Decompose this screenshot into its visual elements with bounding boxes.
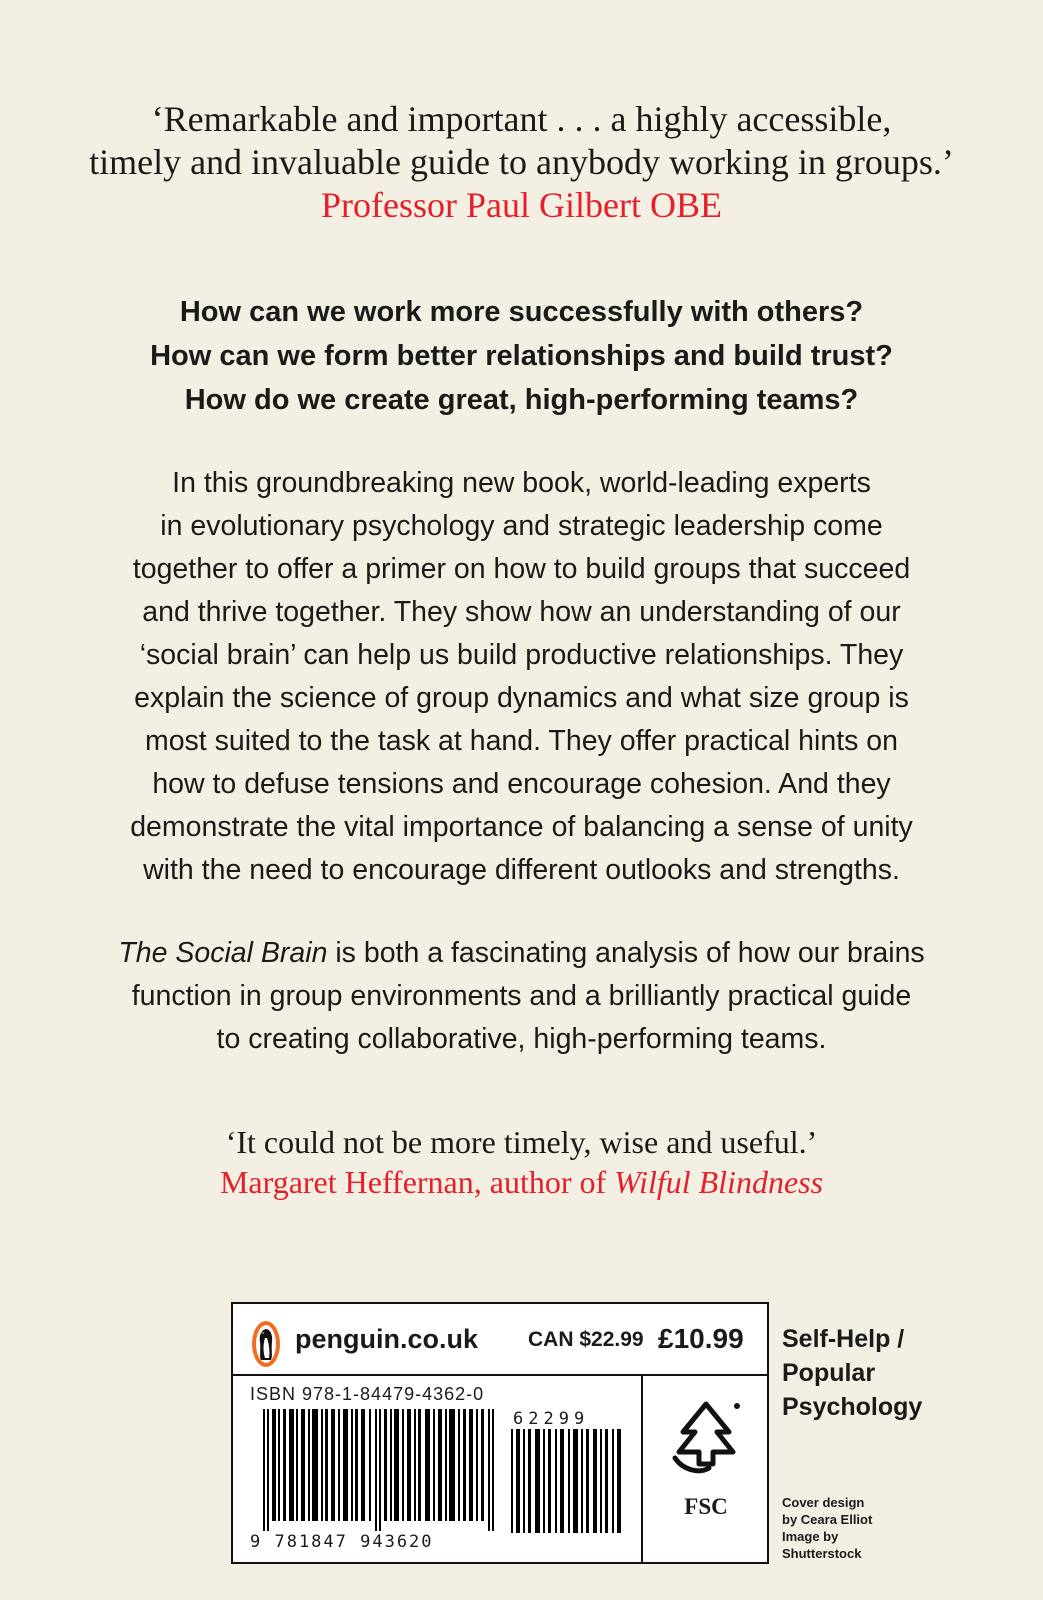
closing-quote <box>0 1122 1043 1202</box>
isbn-number: ISBN 978-1-84479-4362-0 <box>250 1384 485 1404</box>
category-line: Psychology <box>782 1393 923 1421</box>
quote-line: timely and invaluable guide to anybody working in groups.’ <box>89 142 954 182</box>
book-title: The Social Brain <box>118 937 328 969</box>
fsc-certification <box>641 1374 769 1562</box>
penguin-logo-icon <box>251 1320 281 1368</box>
barcode-panel <box>231 1302 769 1564</box>
publisher-website: penguin.co.uk <box>295 1324 479 1354</box>
cover-credits <box>782 1494 872 1562</box>
summary-line <box>0 932 1043 975</box>
question-line: How can we work more successfully with others? <box>179 296 864 328</box>
credit-line: Image by <box>782 1529 839 1544</box>
questions-block <box>0 290 1043 422</box>
quote-text: ‘It could not be more timely, wise and useful.’ <box>225 1124 818 1160</box>
fsc-tree-icon <box>669 1398 743 1478</box>
summary-paragraph <box>0 932 1043 1061</box>
summary-line: function in group environments and a brilliantly practical guide <box>131 980 912 1012</box>
price-uk: £10.99 <box>658 1323 744 1354</box>
category-label <box>782 1322 922 1424</box>
quote-line: ‘Remarkable and important . . . a highly accessible, <box>151 99 892 139</box>
description-line: how to defuse tensions and encourage cohesion. And they <box>152 768 891 800</box>
description-line: in evolutionary psychology and strategic leadership come <box>160 510 883 542</box>
description-line: ‘social brain’ can help us build productive relationships. They <box>139 639 904 671</box>
description-line: most suited to the task at hand. They offer practical hints on <box>144 725 899 757</box>
quote-attribution: Professor Paul Gilbert OBE <box>321 185 722 225</box>
price-canada: CAN $22.99 <box>528 1328 644 1351</box>
summary-text: is both a fascinating analysis of how our brains <box>327 937 925 969</box>
ean-digits: 9 781847 943620 <box>250 1532 434 1552</box>
description-line: demonstrate the vital importance of balancing a sense of unity <box>130 811 913 843</box>
fsc-label: FSC <box>684 1494 728 1519</box>
description-line: In this groundbreaking new book, world-leading experts <box>172 467 871 499</box>
addon-barcode <box>511 1429 623 1533</box>
attribution-prefix: Margaret Heffernan, author of <box>219 1164 615 1200</box>
description-line: with the need to encourage different outlooks and strengths. <box>143 854 900 886</box>
opening-quote <box>0 98 1043 227</box>
credit-line: Shutterstock <box>782 1546 862 1561</box>
summary-line: to creating collaborative, high-performing teams. <box>216 1023 827 1055</box>
description-line: and thrive together. They show how an understanding of our <box>142 596 901 628</box>
credit-line: by Ceara Elliot <box>782 1512 873 1527</box>
credit-line: Cover design <box>782 1495 865 1510</box>
category-line: Popular <box>782 1359 876 1387</box>
description-line: explain the science of group dynamics and what size group is <box>134 682 909 714</box>
addon-digits: 62299 <box>513 1409 590 1429</box>
description-paragraph <box>0 462 1043 892</box>
description-line: together to offer a primer on how to build groups that succeed <box>132 553 911 585</box>
question-line: How do we create great, high-performing teams? <box>184 384 859 416</box>
category-line: Self-Help / <box>782 1325 905 1353</box>
question-line: How can we form better relationships and build trust? <box>150 340 893 372</box>
ean-barcode <box>263 1409 503 1531</box>
quote-attribution <box>0 1162 1043 1202</box>
cited-title: Wilful Blindness <box>614 1164 824 1200</box>
